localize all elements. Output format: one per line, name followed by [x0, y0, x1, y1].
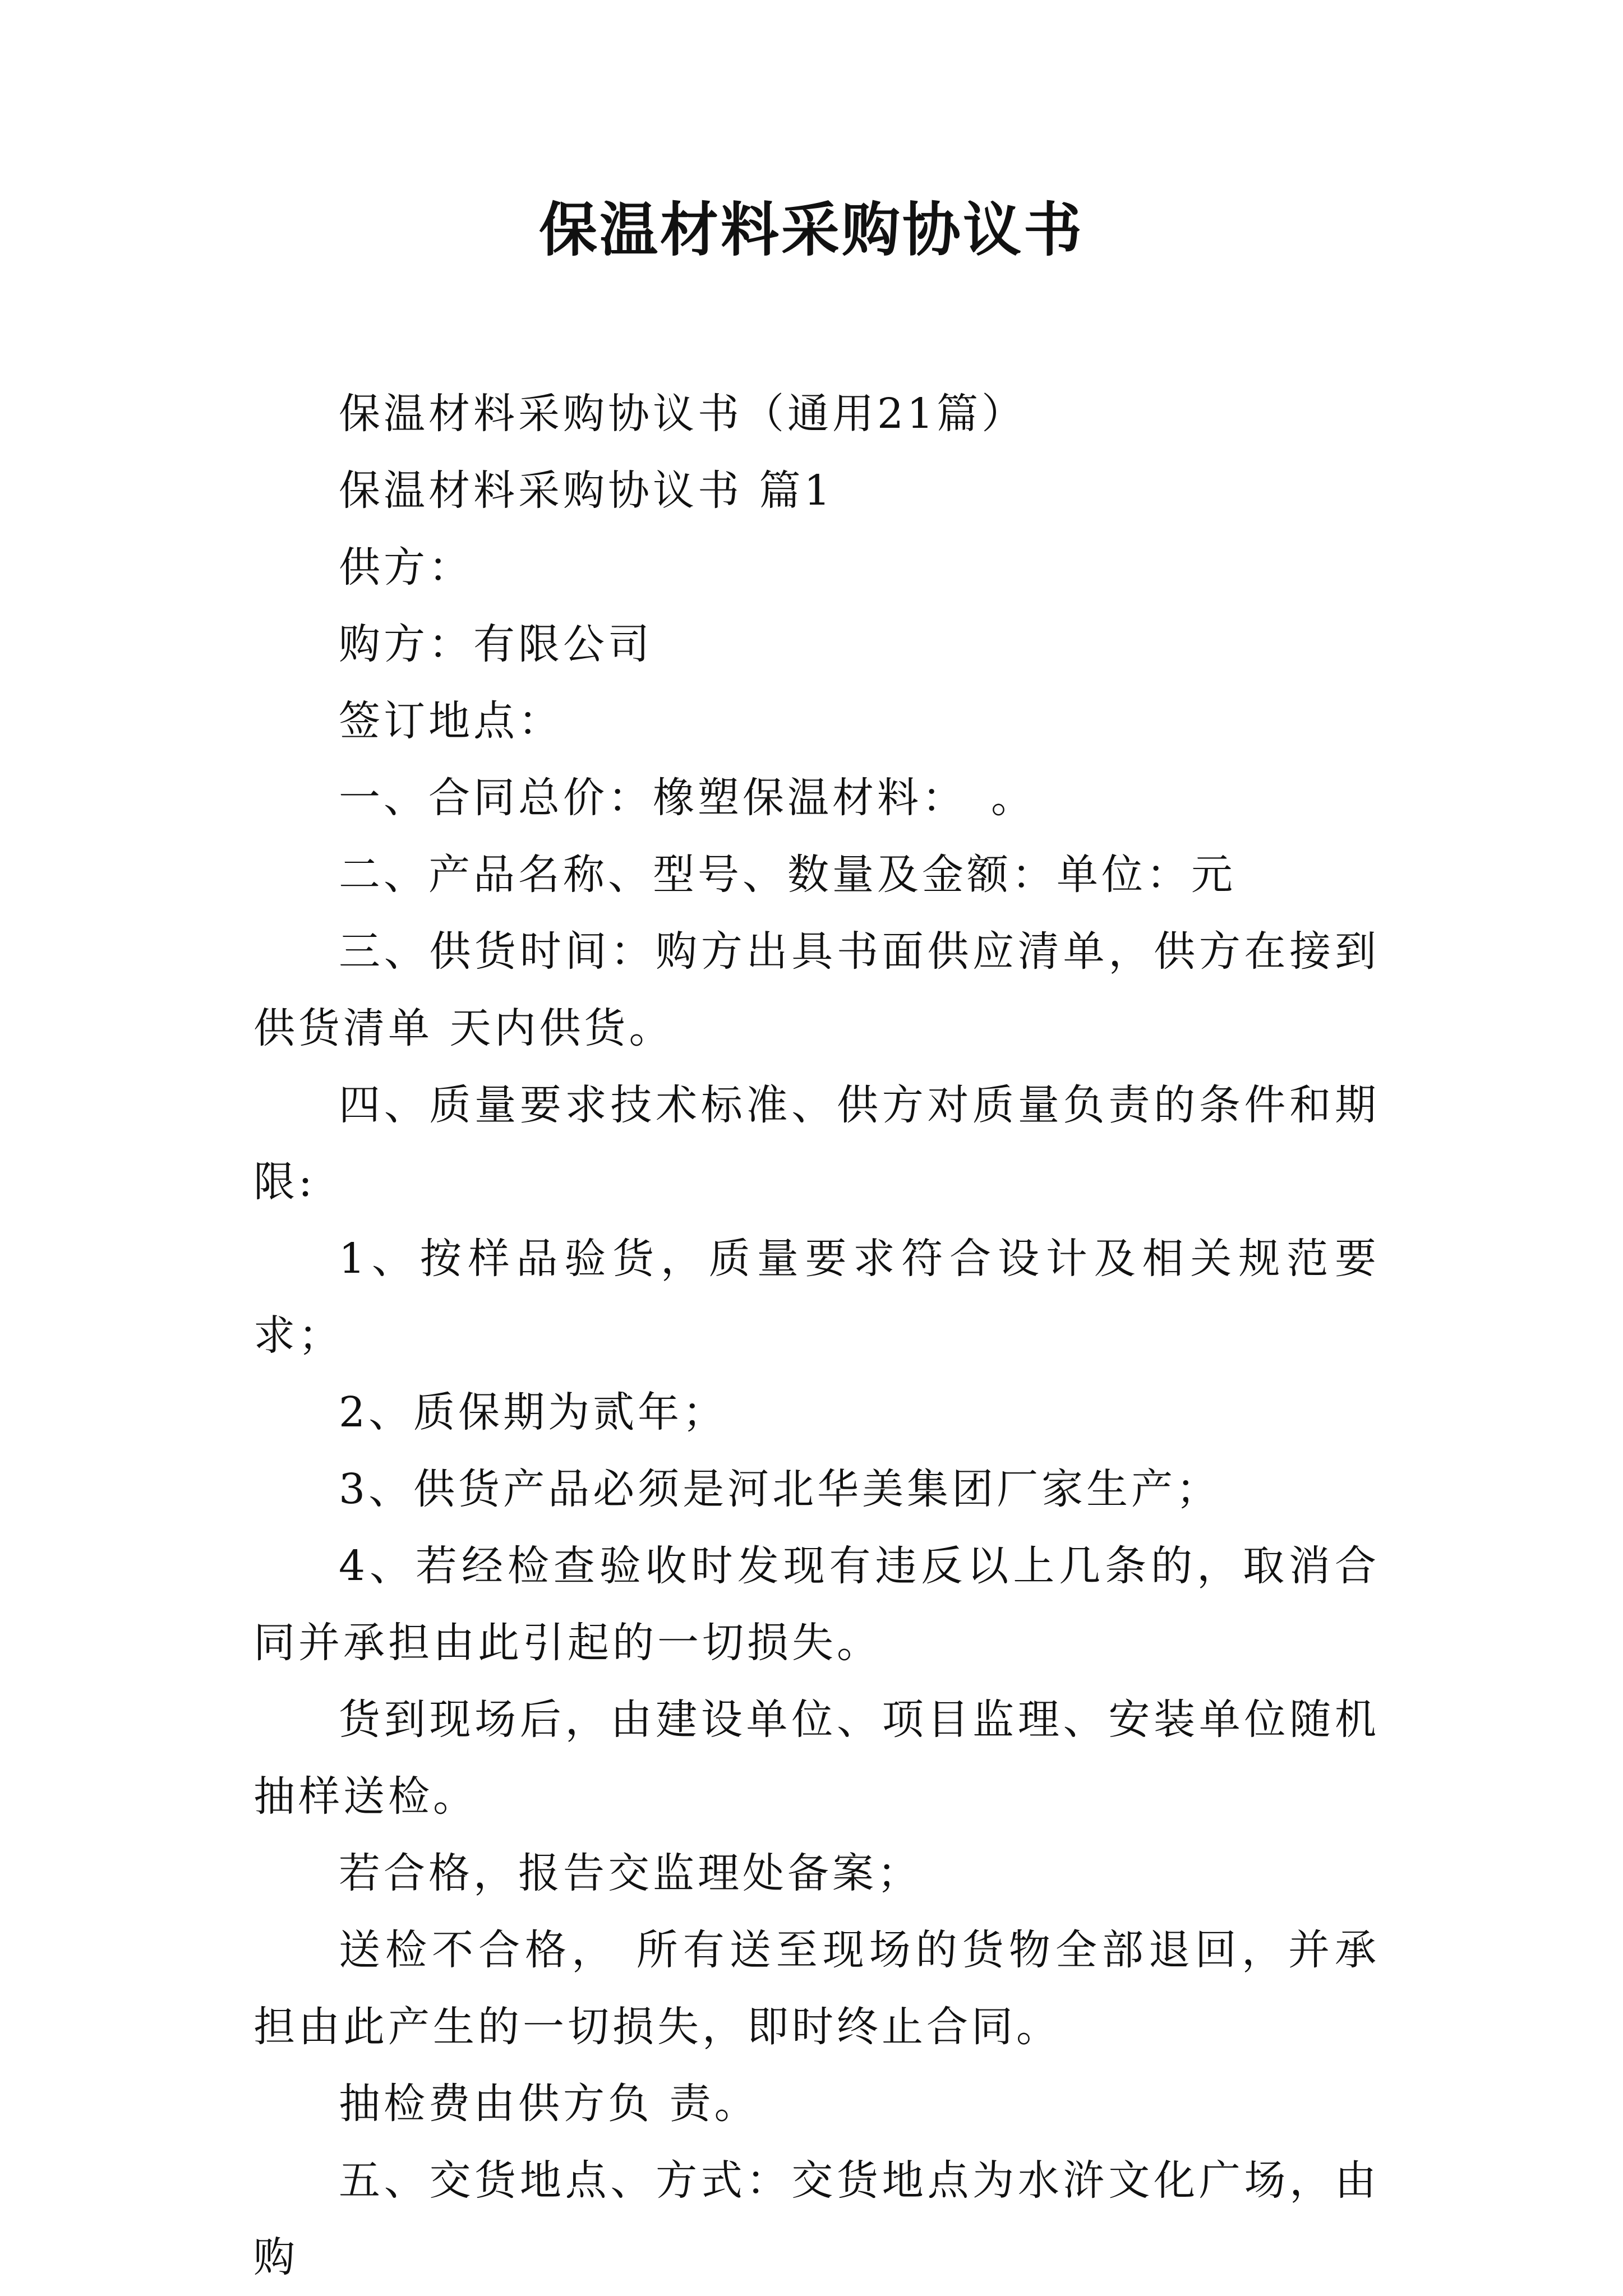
document-body [253, 376, 1380, 2296]
paragraph-clause-5: 五、交货地点、方式：交货地点为水浒文化广场，由购 [253, 2156, 1380, 2281]
document-title: 保温材料采购协议书 [538, 196, 1084, 264]
paragraph-item-4: 4、若经检查验收时发现有违反以上几条的，取消合同并承担由此引起的一切损失。 [253, 1542, 1380, 1667]
paragraph-signing-place: 签订地点： [339, 697, 563, 745]
paragraph-qualified: 若合格，报告交监理处备案； [339, 1849, 922, 1897]
paragraph-item-1: 1、按样品验货，质量要求符合设计及相关规范要求； [253, 1235, 1380, 1360]
paragraph-clause-1: 一、合同总价：橡塑保温材料： 。 [339, 774, 1036, 822]
paragraph-unqualified: 送检不合格， 所有送至现场的货物全部退回，并承担由此产生的一切损失，即时终止合同。 [253, 1926, 1380, 2051]
paragraph-collection-title: 保温材料采购协议书（通用21篇） [339, 390, 1027, 438]
paragraph-clause-2: 二、产品名称、型号、数量及金额：单位：元 [339, 851, 1236, 899]
paragraph-inspection-fee: 抽检费由供方负 责。 [339, 2080, 759, 2128]
paragraph-sampling: 货到现场后，由建设单位、项目监理、安装单位随机抽样送检。 [253, 1696, 1380, 1821]
paragraph-clause-4: 四、质量要求技术标准、供方对质量负责的条件和期限: [253, 1081, 1380, 1206]
paragraph-clause-3: 三、供货时间：购方出具书面供应清单，供方在接到供货清单 天内供货。 [253, 927, 1380, 1052]
paragraph-section-heading: 保温材料采购协议书 篇1 [339, 466, 834, 515]
paragraph-supplier: 供方： [339, 543, 473, 592]
paragraph-item-2: 2、质保期为贰年； [339, 1388, 728, 1436]
paragraph-buyer: 购方：有限公司 [339, 620, 653, 668]
paragraph-item-3: 3、供货产品必须是河北华美集团厂家生产； [339, 1465, 1221, 1513]
